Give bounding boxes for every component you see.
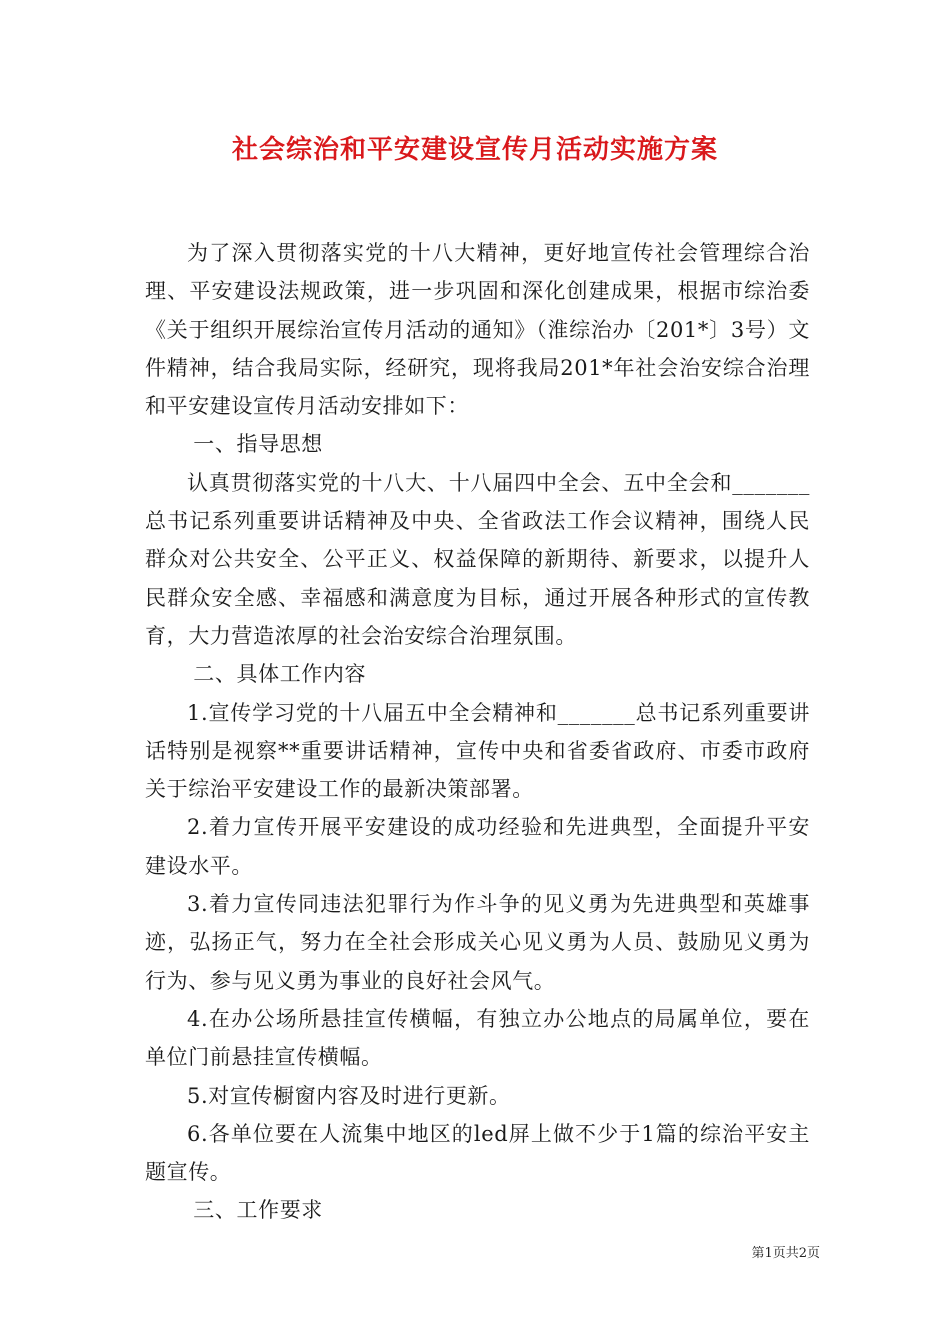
section-heading-guiding-ideology: 一、指导思想 bbox=[193, 432, 323, 457]
paragraph-guiding-ideology: 认真贯彻落实党的十八大、十八届四中全会、五中全会和_______总书记系列重要讲话精神及中央、全省政法工作会议精神，围绕人民群众对公共安全、公平正义、权益保障的新期待、新要求，以提升人民群众安全感、幸福感和满意度为目标，通过开展各种形式的宣传教育，大力营造浓厚的社会治安综合治理氛围。 bbox=[145, 470, 810, 648]
work-item-4: 4.在办公场所悬挂宣传横幅，有独立办公地点的局属单位，要在单位门前悬挂宣传横幅。 bbox=[145, 1006, 810, 1070]
document-title: 社会综治和平安建设宣传月活动实施方案 bbox=[231, 135, 718, 165]
work-item-1: 1.宣传学习党的十八届五中全会精神和_______总书记系列重要讲话特别是视察**重要讲话精神，宣传中央和省委省政府、市委市政府关于综治平安建设工作的最新决策部署。 bbox=[145, 700, 810, 802]
section-heading-work-requirements: 三、工作要求 bbox=[193, 1198, 323, 1223]
section-heading-work-content: 二、具体工作内容 bbox=[193, 662, 367, 687]
document-body bbox=[145, 234, 810, 1230]
work-item-6: 6.各单位要在人流集中地区的led屏上做不少于1篇的综治平安主题宣传。 bbox=[145, 1121, 810, 1185]
work-item-5: 5.对宣传橱窗内容及时进行更新。 bbox=[187, 1083, 511, 1108]
work-item-2: 2.着力宣传开展平安建设的成功经验和先进典型，全面提升平安建设水平。 bbox=[145, 815, 810, 878]
work-item-3: 3.着力宣传同违法犯罪行为作斗争的见义勇为先进典型和英雄事迹，弘扬正气，努力在全社会形成关心见义勇为人员、鼓励见义勇为行为、参与见义勇为事业的良好社会风气。 bbox=[145, 892, 810, 993]
page-number: 第1页共2页 bbox=[751, 1246, 820, 1261]
paragraph-intro: 为了深入贯彻落实党的十八大精神，更好地宣传社会管理综合治理、平安建设法规政策，进一步巩固和深化创建成果，根据市综治委《关于组织开展综治宣传月活动的通知》（淮综治办〔201*〕3号）文件精神，结合我局实际，经研究，现将我局201*年社会治安综合治理和平安建设宣传月活动安排如下： bbox=[145, 241, 810, 419]
